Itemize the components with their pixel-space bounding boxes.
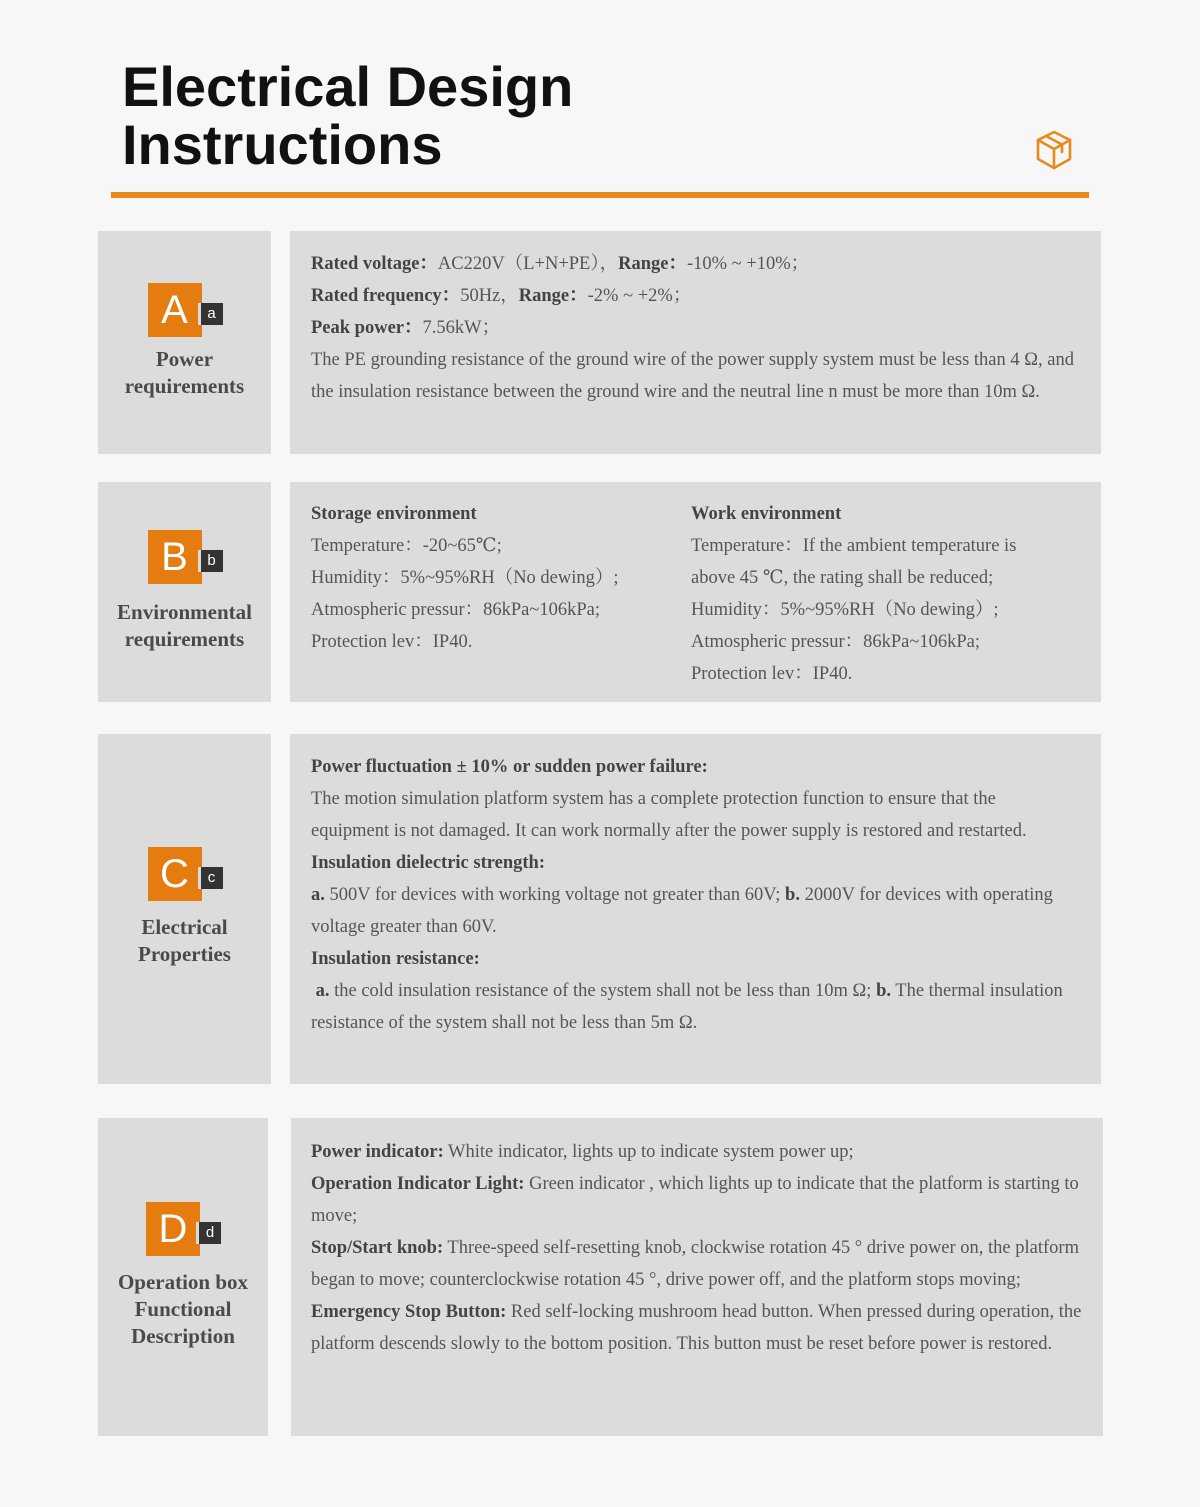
- section-sub-letter: a: [198, 303, 223, 325]
- storage-line: Temperature：-20~65℃;: [311, 536, 502, 556]
- section-letter: D: [146, 1202, 200, 1256]
- section-b-label-panel: [98, 482, 271, 702]
- section-b-content-panel: [290, 482, 1101, 702]
- title-line-1: Electrical Design: [122, 55, 574, 118]
- storage-environment-column: [311, 498, 681, 658]
- resistance-text: a. the cold insulation resistance of the system shall not be less than 10m Ω; b. The thermal insulation resistance of the system shall not be less than 5m Ω.: [311, 981, 1063, 1033]
- section-sub-letter: b: [198, 550, 223, 572]
- section-b-title: Environmental requirements: [117, 600, 252, 651]
- section-d-title: Operation box Functional Description: [117, 1270, 249, 1348]
- section-a-label-panel: [98, 231, 271, 454]
- work-line: Temperature：If the ambient temperature is: [691, 536, 1017, 556]
- section-sub-letter: c: [198, 867, 223, 889]
- electrical-properties-content: [311, 751, 1071, 1039]
- section-c-content-panel: [290, 734, 1101, 1084]
- stop-start-knob-item: Stop/Start knob: Three-speed self-resetting knob, clockwise rotation 45 ° drive power on, the platform began to move; counterclockwise rotation 45 °, drive power off, and the platform stops moving;: [311, 1238, 1079, 1290]
- work-environment-column: [691, 498, 1086, 690]
- section-c-label-panel: [98, 734, 271, 1084]
- cube-icon: [1032, 128, 1076, 172]
- storage-line: Humidity：5%~95%RH（No dewing）;: [311, 568, 619, 588]
- page-title: [122, 55, 574, 176]
- section-sub-letter: d: [196, 1222, 221, 1244]
- emergency-stop-item: Emergency Stop Button: Red self-locking mushroom head button. When pressed during operation, the platform descends slowly to the bottom position. This button must be reset before power is restored.: [311, 1302, 1082, 1354]
- rated-frequency-line: Rated frequency：50Hz，Range：-2% ~ +2%；: [311, 286, 692, 306]
- title-line-2: Instructions: [122, 113, 443, 176]
- section-b-badge: [148, 530, 222, 586]
- work-heading: Work environment: [691, 504, 842, 524]
- fluctuation-text: The motion simulation platform system has a complete protection function to ensure that the equipment is not damaged. It can work normally after the power supply is restored and restarted.: [311, 789, 1027, 841]
- section-c-title: Electrical Properties: [138, 915, 231, 966]
- section-d-badge: [146, 1202, 220, 1258]
- operation-indicator-item: Operation Indicator Light: Green indicator , which lights up to indicate that the platform is starting to move;: [311, 1174, 1079, 1226]
- section-d-label-panel: [98, 1118, 268, 1436]
- dielectric-heading: Insulation dielectric strength:: [311, 853, 545, 873]
- section-a-content-panel: [290, 231, 1101, 454]
- section-c-badge: [148, 847, 222, 903]
- power-indicator-item: Power indicator: White indicator, lights up to indicate system power up;: [311, 1142, 854, 1162]
- section-a-title: Power requirements: [124, 347, 245, 398]
- rated-voltage-line: Rated voltage：AC220V（L+N+PE），Range：-10% ~ +10%；: [311, 254, 810, 274]
- section-d-content-panel: [291, 1118, 1103, 1436]
- title-underline: [111, 192, 1089, 198]
- work-line: Humidity：5%~95%RH（No dewing）;: [691, 600, 999, 620]
- work-line: Atmospheric pressur：86kPa~106kPa;: [691, 632, 981, 652]
- work-line: Protection lev：IP40.: [691, 664, 853, 684]
- storage-line: Atmospheric pressur：86kPa~106kPa;: [311, 600, 601, 620]
- peak-power-line: Peak power：7.56kW；: [311, 318, 501, 338]
- section-letter: C: [148, 847, 202, 901]
- section-letter: B: [148, 530, 202, 584]
- section-letter: A: [148, 283, 202, 337]
- storage-heading: Storage environment: [311, 504, 477, 524]
- resistance-heading: Insulation resistance:: [311, 949, 480, 969]
- storage-line: Protection lev：IP40.: [311, 632, 473, 652]
- section-a-badge: [148, 283, 222, 339]
- operation-box-content: [311, 1136, 1089, 1360]
- grounding-paragraph: The PE grounding resistance of the ground wire of the power supply system must be less than 4 Ω, and the insulation resistance between the ground wire and the neutral line n must be more than 10m Ω.: [311, 350, 1074, 402]
- power-requirements-content: [311, 248, 1074, 408]
- fluctuation-heading: Power fluctuation ± 10% or sudden power failure:: [311, 757, 708, 777]
- dielectric-text: a. 500V for devices with working voltage not greater than 60V; b. 2000V for devices with operating voltage greater than 60V.: [311, 885, 1053, 937]
- work-line: above 45 ℃, the rating shall be reduced;: [691, 568, 994, 588]
